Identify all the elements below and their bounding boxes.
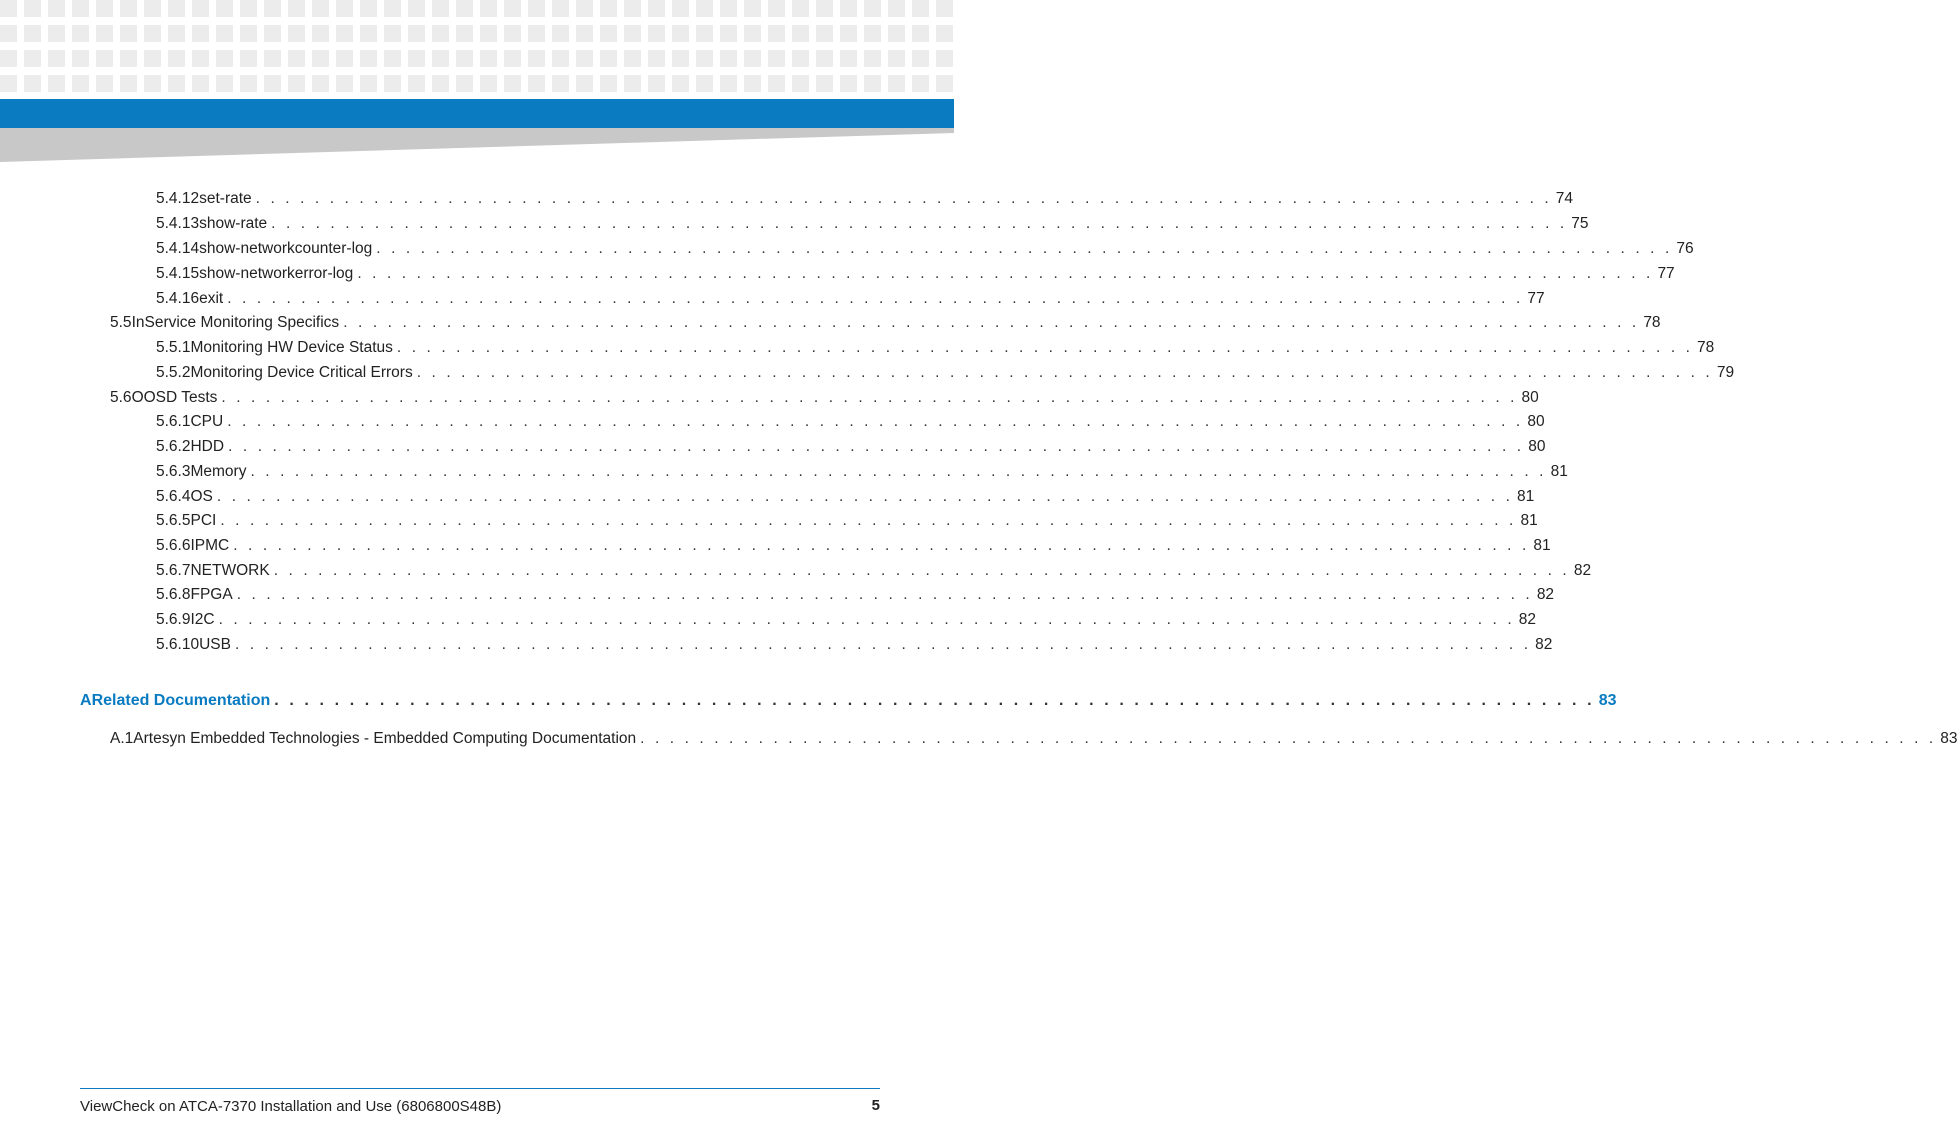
toc-entry[interactable]: [156, 360, 1735, 382]
toc-entry-number: 5.5.2: [156, 364, 191, 381]
toc-entry[interactable]: [156, 409, 1545, 431]
toc-entry[interactable]: [156, 434, 1546, 456]
dot-leader: . . . . . . . . . . . . . . . . . . . . . . . . . . . . . . . . . . . . . . . . . . . . . . . . . . . . . . . . . . . . . . . . . . . . . . . . . . . . . . . . . . . . . . . .: [376, 240, 1673, 257]
toc-entry-page: 81: [1533, 537, 1551, 554]
toc-entry-page: 82: [1518, 611, 1536, 628]
dot-leader: . . . . . . . . . . . . . . . . . . . . . . . . . . . . . . . . . . . . . . . . . . . . . . . . . . . . . . . . . . . . . . . . . . . . . . . . . . . . . . . . . . . . . . . .: [274, 692, 1595, 709]
toc-entry[interactable]: [156, 286, 1545, 308]
footer-page-number: 5: [871, 1097, 880, 1114]
toc-entry-title: show-networkcounter-log: [199, 240, 373, 257]
toc-entry-number: 5.6: [110, 389, 132, 406]
toc-entry-title: Monitoring HW Device Status: [190, 339, 393, 356]
toc-entry-page: 79: [1716, 364, 1735, 381]
toc-entry[interactable]: [156, 335, 1715, 357]
toc-entry-number: A: [80, 692, 92, 709]
toc-entry-title: OOSD Tests: [131, 389, 218, 406]
toc-entry-title: Related Documentation: [91, 692, 271, 709]
toc-entry-page: 78: [1697, 339, 1715, 356]
toc-entry-number: 5.5.1: [156, 339, 191, 356]
toc-entry-title: OS: [190, 488, 213, 505]
toc-entry-number: 5.4.13: [156, 215, 200, 232]
toc-entry-page: 82: [1536, 586, 1555, 603]
toc-entry[interactable]: [156, 607, 1536, 629]
toc-entry-number: 5.6.7: [156, 562, 191, 579]
toc-entry-page: 77: [1657, 265, 1675, 282]
toc-entry-page: 80: [1527, 413, 1545, 430]
toc-entry-number: 5.6.4: [156, 488, 191, 505]
dot-leader: . . . . . . . . . . . . . . . . . . . . . . . . . . . . . . . . . . . . . . . . . . . . . . . . . . . . . . . . . . . . . . . . . . . . . . . . . . . . . . . . . . . . . . . .: [218, 611, 1515, 628]
toc-entry[interactable]: [156, 261, 1675, 283]
dot-leader: . . . . . . . . . . . . . . . . . . . . . . . . . . . . . . . . . . . . . . . . . . . . . . . . . . . . . . . . . . . . . . . . . . . . . . . . . . . . . . . . . . . . . . . .: [228, 438, 1525, 455]
toc-entry-number: 5.6.3: [156, 463, 191, 480]
toc-entry-title: Memory: [190, 463, 247, 480]
toc-entry-page: 75: [1571, 215, 1589, 232]
toc-entry-page: 78: [1643, 314, 1661, 331]
toc-entry-page: 82: [1573, 562, 1592, 579]
toc-entry-number: 5.5: [110, 314, 132, 331]
toc-entry-number: 5.6.9: [156, 611, 191, 628]
dot-leader: . . . . . . . . . . . . . . . . . . . . . . . . . . . . . . . . . . . . . . . . . . . . . . . . . . . . . . . . . . . . . . . . . . . . . . . . . . . . . . . . . . . . . . . .: [250, 463, 1547, 480]
toc-entry-number: 5.6.6: [156, 537, 191, 554]
dot-leader: . . . . . . . . . . . . . . . . . . . . . . . . . . . . . . . . . . . . . . . . . . . . . . . . . . . . . . . . . . . . . . . . . . . . . . . . . . . . . . . . . . . . . . . .: [271, 215, 1568, 232]
toc-entry[interactable]: [156, 558, 1592, 580]
toc-entry-number: 5.6.8: [156, 586, 191, 603]
toc-entry-page: 76: [1676, 240, 1694, 257]
toc-chapter-entry[interactable]: [80, 688, 1617, 710]
toc-entry-title: NETWORK: [190, 562, 270, 579]
toc-entry-title: set-rate: [199, 190, 252, 207]
toc-entry-number: A.1: [110, 730, 134, 747]
toc-entry-title: PCI: [190, 512, 217, 529]
toc-entry-title: show-networkerror-log: [199, 265, 354, 282]
toc-entry-page: 81: [1550, 463, 1568, 480]
dot-leader: . . . . . . . . . . . . . . . . . . . . . . . . . . . . . . . . . . . . . . . . . . . . . . . . . . . . . . . . . . . . . . . . . . . . . . . . . . . . . . . . . . . . . . . .: [357, 265, 1654, 282]
toc-entry-page: 80: [1528, 438, 1546, 455]
toc-entry-title: HDD: [190, 438, 225, 455]
toc-entry-title: Artesyn Embedded Technologies - Embedded Computing Documentation: [133, 730, 637, 747]
toc-entry-page: 81: [1517, 488, 1535, 505]
dot-leader: . . . . . . . . . . . . . . . . . . . . . . . . . . . . . . . . . . . . . . . . . . . . . . . . . . . . . . . . . . . . . . . . . . . . . . . . . . . . . . . . . . . . . . . .: [236, 586, 1533, 603]
dot-leader: . . . . . . . . . . . . . . . . . . . . . . . . . . . . . . . . . . . . . . . . . . . . . . . . . . . . . . . . . . . . . . . . . . . . . . . . . . . . . . . . . . . . . . . .: [396, 339, 1694, 356]
dot-leader: . . . . . . . . . . . . . . . . . . . . . . . . . . . . . . . . . . . . . . . . . . . . . . . . . . . . . . . . . . . . . . . . . . . . . . . . . . . . . . . . . . . . . . . .: [234, 636, 1532, 653]
toc-entry-number: 5.4.16: [156, 290, 200, 307]
dot-leader: . . . . . . . . . . . . . . . . . . . . . . . . . . . . . . . . . . . . . . . . . . . . . . . . . . . . . . . . . . . . . . . . . . . . . . . . . . . . . . . . . . . . . . . .: [640, 730, 1937, 747]
toc-entry[interactable]: [156, 508, 1538, 530]
toc-entry-page: 83: [1940, 730, 1958, 747]
toc-entry-number: 5.4.14: [156, 240, 200, 257]
toc-entry-number: 5.6.5: [156, 512, 191, 529]
toc-entry-title: I2C: [190, 611, 215, 628]
dot-leader: . . . . . . . . . . . . . . . . . . . . . . . . . . . . . . . . . . . . . . . . . . . . . . . . . . . . . . . . . . . . . . . . . . . . . . . . . . . . . . . . . . . . . . . .: [273, 562, 1570, 579]
toc-entry-title: CPU: [190, 413, 224, 430]
toc-entry[interactable]: [110, 726, 1958, 748]
dot-leader: . . . . . . . . . . . . . . . . . . . . . . . . . . . . . . . . . . . . . . . . . . . . . . . . . . . . . . . . . . . . . . . . . . . . . . . . . . . . . . . . . . . . . . . .: [255, 190, 1552, 207]
toc-entry[interactable]: [156, 186, 1574, 208]
dot-leader: . . . . . . . . . . . . . . . . . . . . . . . . . . . . . . . . . . . . . . . . . . . . . . . . . . . . . . . . . . . . . . . . . . . . . . . . . . . . . . . . . . . . . . . .: [343, 314, 1640, 331]
toc-entry-page: 74: [1555, 190, 1574, 207]
toc-entry-number: 5.6.10: [156, 636, 200, 653]
footer-rule: [80, 1088, 880, 1089]
toc-entry[interactable]: [110, 385, 1539, 407]
toc-entry[interactable]: [156, 211, 1589, 233]
toc-entry-page: 81: [1520, 512, 1538, 529]
dot-leader: . . . . . . . . . . . . . . . . . . . . . . . . . . . . . . . . . . . . . . . . . . . . . . . . . . . . . . . . . . . . . . . . . . . . . . . . . . . . . . . . . . . . . . . .: [220, 512, 1517, 529]
toc-entry-number: 5.4.15: [156, 265, 200, 282]
toc-entry[interactable]: [156, 582, 1555, 604]
dot-leader: . . . . . . . . . . . . . . . . . . . . . . . . . . . . . . . . . . . . . . . . . . . . . . . . . . . . . . . . . . . . . . . . . . . . . . . . . . . . . . . . . . . . . . . .: [233, 537, 1530, 554]
dot-leader: . . . . . . . . . . . . . . . . . . . . . . . . . . . . . . . . . . . . . . . . . . . . . . . . . . . . . . . . . . . . . . . . . . . . . . . . . . . . . . . . . . . . . . . .: [416, 364, 1713, 381]
toc-entry[interactable]: [156, 632, 1553, 654]
toc-entry-page: 83: [1598, 692, 1617, 709]
toc-entry[interactable]: [156, 236, 1694, 258]
toc-entry-number: 5.6.1: [156, 413, 191, 430]
toc-entry-title: InService Monitoring Specifics: [131, 314, 340, 331]
toc-entry-number: 5.4.12: [156, 190, 200, 207]
header-blue-band: [0, 99, 954, 128]
toc-entry-title: exit: [199, 290, 224, 307]
dot-leader: . . . . . . . . . . . . . . . . . . . . . . . . . . . . . . . . . . . . . . . . . . . . . . . . . . . . . . . . . . . . . . . . . . . . . . . . . . . . . . . . . . . . . . . .: [221, 389, 1518, 406]
toc-entry-page: 77: [1527, 290, 1545, 307]
toc-entry-title: USB: [199, 636, 231, 653]
toc-entry-title: FPGA: [190, 586, 233, 603]
toc-entry-page: 82: [1535, 636, 1553, 653]
toc-entry[interactable]: [156, 459, 1568, 481]
dot-leader: . . . . . . . . . . . . . . . . . . . . . . . . . . . . . . . . . . . . . . . . . . . . . . . . . . . . . . . . . . . . . . . . . . . . . . . . . . . . . . . . . . . . . . . .: [216, 488, 1514, 505]
toc-entry-page: 80: [1521, 389, 1539, 406]
toc-entry-title: Monitoring Device Critical Errors: [190, 364, 413, 381]
toc-entry[interactable]: [156, 533, 1551, 555]
footer-document-title: ViewCheck on ATCA-7370 Installation and Use (6806800S48B): [80, 1098, 502, 1115]
dot-leader: . . . . . . . . . . . . . . . . . . . . . . . . . . . . . . . . . . . . . . . . . . . . . . . . . . . . . . . . . . . . . . . . . . . . . . . . . . . . . . . . . . . . . . . .: [227, 413, 1524, 430]
toc-entry[interactable]: [110, 310, 1661, 332]
toc-entry-title: IPMC: [190, 537, 230, 554]
header-gray-wedge: [0, 128, 954, 164]
dot-leader: . . . . . . . . . . . . . . . . . . . . . . . . . . . . . . . . . . . . . . . . . . . . . . . . . . . . . . . . . . . . . . . . . . . . . . . . . . . . . . . . . . . . . . . .: [227, 290, 1524, 307]
toc-entry-number: 5.6.2: [156, 438, 191, 455]
header-pattern: [0, 0, 954, 96]
toc-entry[interactable]: [156, 484, 1535, 506]
toc-entry-title: show-rate: [199, 215, 268, 232]
